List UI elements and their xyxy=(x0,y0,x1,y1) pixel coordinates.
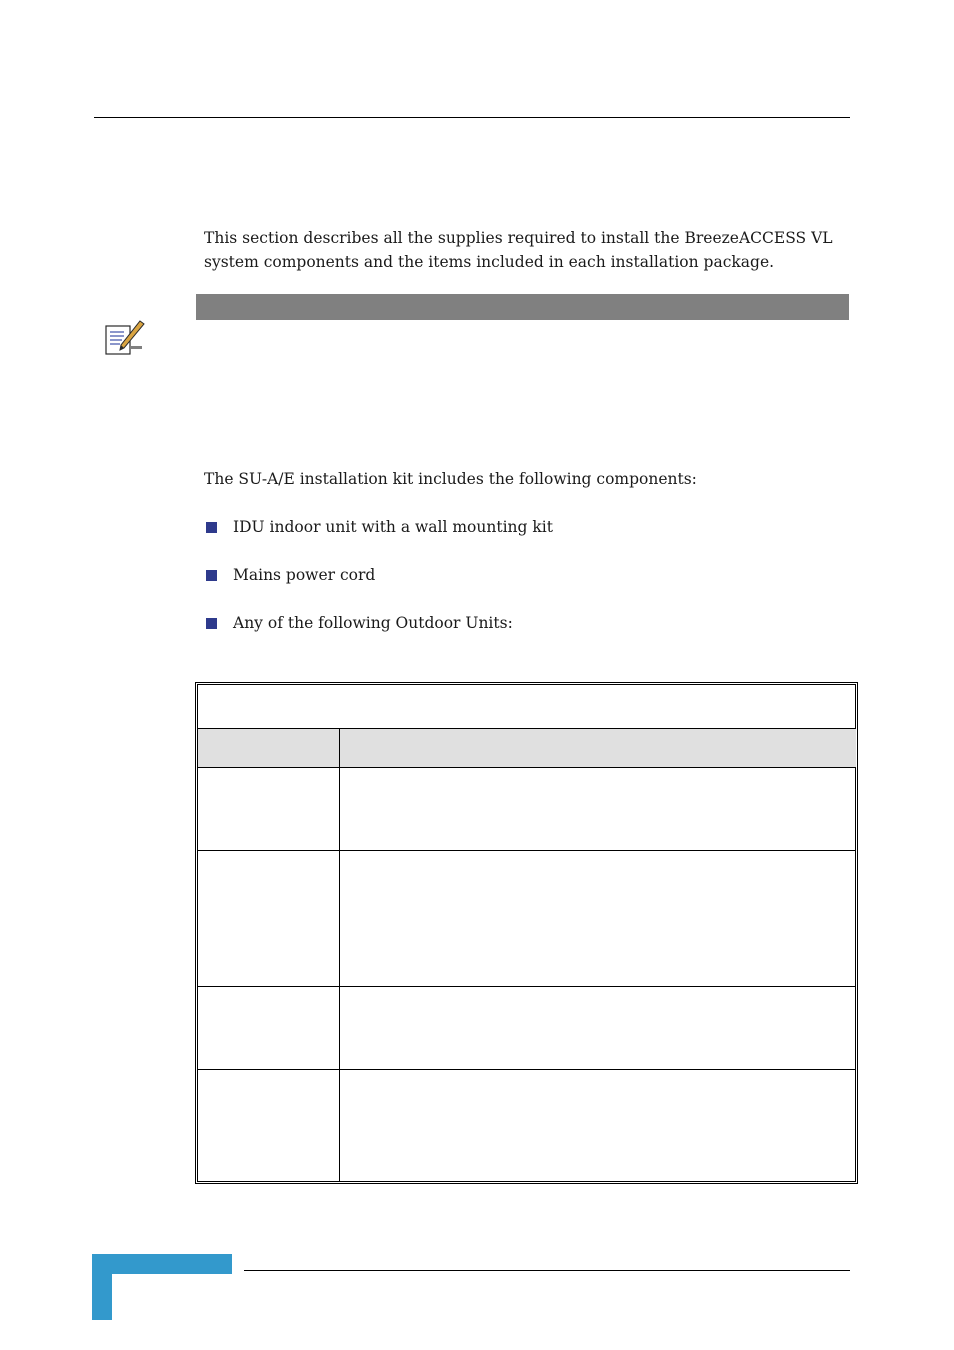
list-item xyxy=(206,563,375,587)
list-item-label: Mains power cord xyxy=(233,566,376,584)
table-row-divider xyxy=(198,728,856,729)
list-item-label: IDU indoor unit with a wall mounting kit xyxy=(233,518,553,536)
note-pencil-icon xyxy=(104,320,146,356)
kit-intro: The SU-A/E installation kit includes the following components: xyxy=(204,470,697,488)
square-bullet-icon xyxy=(206,570,217,581)
note-banner xyxy=(196,294,849,320)
list-item xyxy=(206,515,553,539)
footer-rule xyxy=(244,1270,850,1271)
square-bullet-icon xyxy=(206,618,217,629)
list-item-label: Any of the following Outdoor Units: xyxy=(233,614,513,632)
table-row-divider xyxy=(198,986,856,987)
header-rule xyxy=(94,117,850,118)
table-row-divider xyxy=(198,1069,856,1070)
footer-accent-bar xyxy=(92,1254,112,1320)
table-header-row xyxy=(198,729,856,767)
intro-paragraph: This section describes all the supplies required to install the BreezeACCESS VL system components and the items included in each installation package. xyxy=(204,229,833,271)
table-row-divider xyxy=(198,850,856,851)
list-item xyxy=(206,611,513,635)
footer-accent xyxy=(92,1254,232,1274)
table-row-divider xyxy=(198,767,856,768)
square-bullet-icon xyxy=(206,522,217,533)
table-column-divider xyxy=(339,729,340,1181)
